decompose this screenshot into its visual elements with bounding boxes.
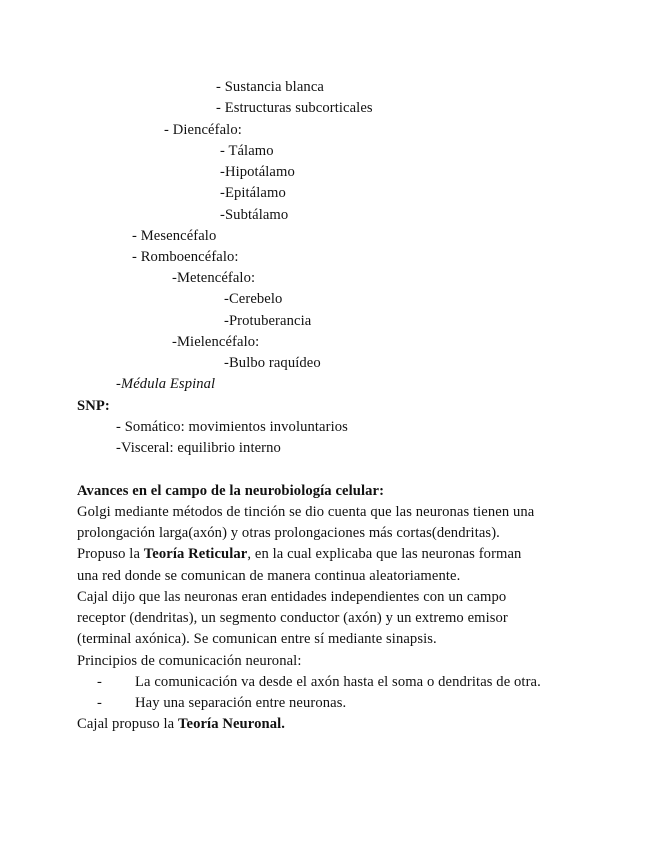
snp-somatico: - Somático: movimientos involuntarios bbox=[116, 419, 348, 435]
outline-medula-espinal bbox=[116, 375, 215, 393]
paragraph-line: (terminal axónica). Se comunican entre sí mediante sinapsis. bbox=[77, 631, 437, 647]
paragraph-line: prolongación larga(axón) y otras prolongaciones más cortas(dendritas). bbox=[77, 525, 500, 541]
teoria-reticular: Teoría Reticular bbox=[143, 546, 248, 562]
outline-romboencefalo: - Romboencéfalo: bbox=[132, 249, 239, 265]
list-item bbox=[97, 673, 541, 691]
list-item bbox=[97, 694, 346, 712]
snp-visceral: -Visceral: equilibrio interno bbox=[116, 440, 281, 456]
medula-label: Médula Espinal bbox=[120, 376, 216, 392]
outline-hipotalamo: -Hipotálamo bbox=[220, 164, 295, 180]
outline-sustancia-blanca: - Sustancia blanca bbox=[216, 79, 324, 95]
outline-mielencefalo: -Mielencéfalo: bbox=[172, 334, 260, 350]
paragraph-line-teoria-reticular bbox=[77, 545, 521, 563]
propuso-post: , en la cual explicaba que las neuronas forman bbox=[247, 546, 522, 562]
outline-epitalamo: -Epitálamo bbox=[220, 185, 286, 201]
outline-bulbo-raquideo: -Bulbo raquídeo bbox=[224, 355, 321, 371]
bullet-text: La comunicación va desde el axón hasta el soma o dendritas de otra. bbox=[135, 674, 541, 690]
outline-talamo: - Tálamo bbox=[220, 143, 274, 159]
paragraph-line: Golgi mediante métodos de tinción se dio cuenta que las neuronas tienen una bbox=[77, 504, 535, 520]
paragraph-line: receptor (dendritas), un segmento conductor (axón) y un extremo emisor bbox=[77, 610, 508, 626]
outline-subtalamo: -Subtálamo bbox=[220, 207, 289, 223]
paragraph-line: Cajal dijo que las neuronas eran entidades independientes con un campo bbox=[77, 589, 507, 605]
propuso-pre: Propuso la bbox=[77, 546, 144, 562]
principios-heading: Principios de comunicación neuronal: bbox=[77, 653, 302, 669]
bullet-text: Hay una separación entre neuronas. bbox=[135, 695, 347, 711]
cajal-propuso-pre: Cajal propuso la bbox=[77, 716, 178, 732]
bullet-dash: - bbox=[97, 695, 102, 711]
bullet-dash: - bbox=[97, 674, 102, 690]
outline-diencefalo: - Diencéfalo: bbox=[164, 122, 242, 138]
snp-heading: SNP: bbox=[77, 398, 110, 414]
outline-metencefalo: -Metencéfalo: bbox=[172, 270, 256, 286]
outline-mesencefalo: - Mesencéfalo bbox=[132, 228, 217, 244]
outline-cerebelo: -Cerebelo bbox=[224, 291, 283, 307]
paragraph-line-teoria-neuronal bbox=[77, 715, 285, 733]
paragraph-line: una red donde se comunican de manera continua aleatoriamente. bbox=[77, 568, 461, 584]
outline-estructuras-subcorticales: - Estructuras subcorticales bbox=[216, 100, 373, 116]
avances-heading: Avances en el campo de la neurobiología celular: bbox=[77, 483, 385, 499]
outline-protuberancia: -Protuberancia bbox=[224, 313, 312, 329]
medula-dash: - bbox=[116, 376, 121, 392]
teoria-neuronal: Teoría Neuronal. bbox=[178, 716, 286, 732]
